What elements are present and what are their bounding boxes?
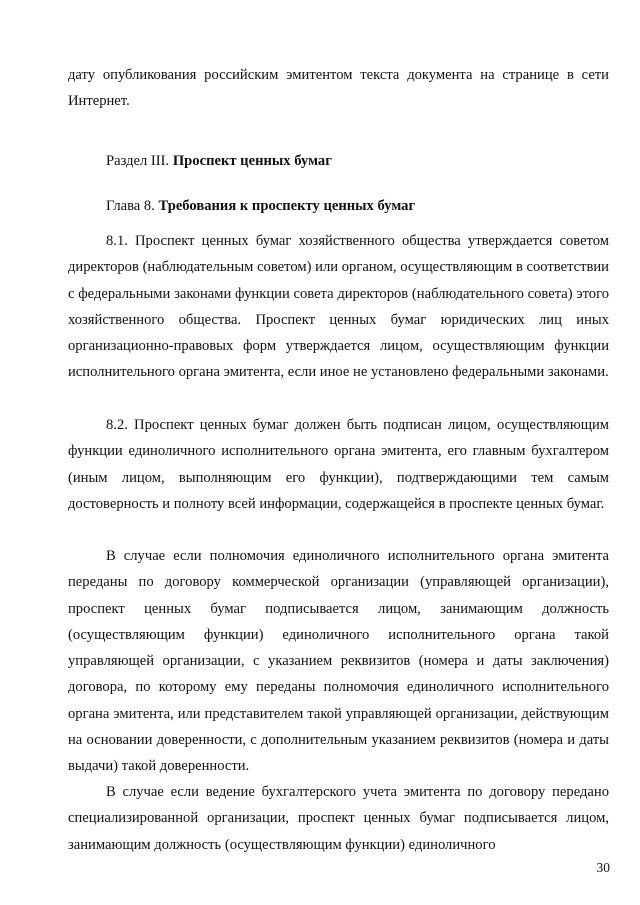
section-title: Проспект ценных бумаг: [172, 153, 332, 169]
section-prefix: Раздел III.: [106, 153, 170, 169]
chapter-title: Требования к проспекту ценных бумаг: [158, 198, 416, 214]
page-number: 30: [596, 860, 610, 875]
paragraph-continuation: дату опубликования российским эмитентом текста документа на странице в сети Интернет.: [68, 67, 609, 110]
chapter-prefix: Глава 8.: [106, 198, 155, 214]
section-heading: [106, 151, 332, 171]
chapter-heading: [106, 196, 415, 216]
paragraph-accounting: В случае если ведение бухгалтерского учета эмитента по договору передано специализированной организации, проспект ценных бумаг подписывается лицом, занимающим должность (осуществляющим функции) единоличного: [68, 784, 609, 853]
paragraph-8-1: 8.1. Проспект ценных бумаг хозяйственного общества утверждается советом директоров (наблюдательным советом) или органом, осуществляющим в соответствии с федеральными законами функции совета директоров (наблюдательного совета) этого хозяйственного общества. Проспект ценных бумаг юридических лиц иных организационно-правовых форм утверждается лицом, осуществляющим функции исполнительного органа эмитента, если иное не установлено федеральными законами.: [68, 233, 609, 381]
paragraph-management-company: В случае если полномочия единоличного исполнительного органа эмитента переданы по договору коммерческой организации (управляющей организации), проспект ценных бумаг подписывается лицом, занимающим должность (осуществляющим функции) единоличного исполнительного органа такой управляющей организации, с указанием реквизитов (номера и даты заключения) договора, по которому ему переданы полномочия единоличного исполнительного органа эмитента, или представителем такой управляющей организации, действующим на основании доверенности, с дополнительным указанием реквизитов (номера и даты выдачи) такой доверенности.: [68, 548, 609, 775]
paragraph-8-2: 8.2. Проспект ценных бумаг должен быть подписан лицом, осуществляющим функции единоличного исполнительного органа эмитента, его главным бухгалтером (иным лицом, выполняющим его функции), подтверждающими тем самым достоверность и полноту всей информации, содержащейся в проспекте ценных бумаг.: [68, 417, 609, 512]
